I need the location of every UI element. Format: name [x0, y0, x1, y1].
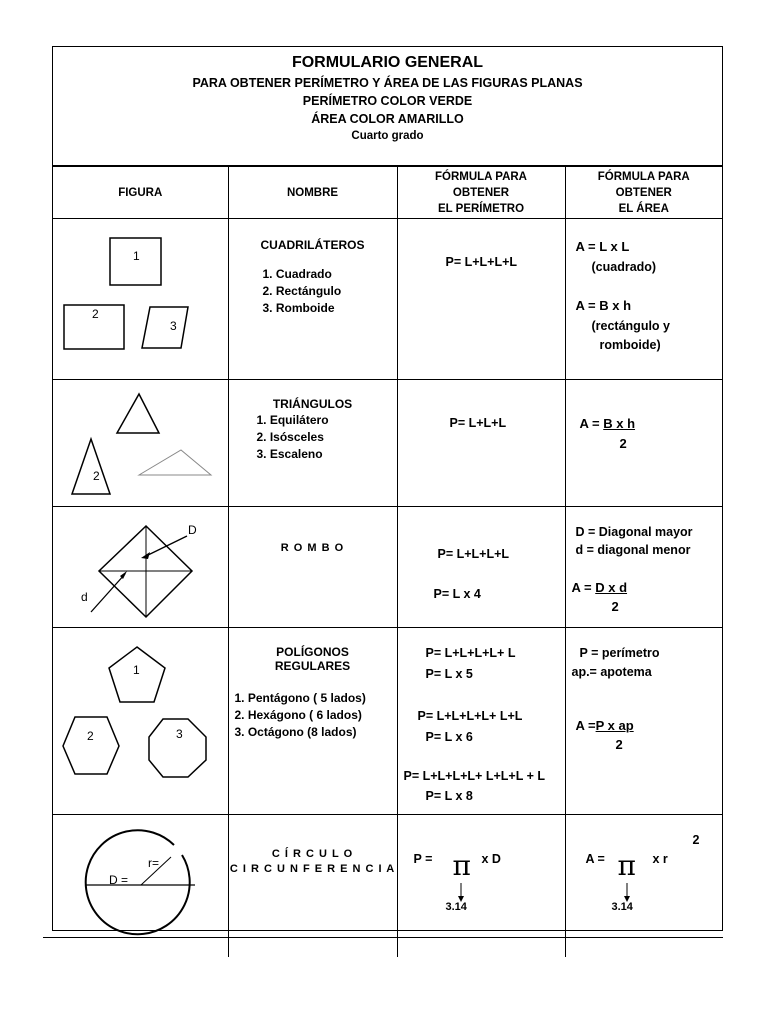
figure-poligonos: [53, 628, 228, 815]
figure-cuadrilateros: [53, 219, 228, 380]
svg-text:D: D: [188, 523, 197, 537]
formulary-sheet: [52, 46, 723, 931]
pi-symbol: π: [617, 849, 636, 882]
perimeter-poligonos: P= L+L+L+L+ L P= L x 5 P= L+L+L+L+ L+L P= L x 6 P= L+L+L+L+ L+L+L + L P= L x 8: [397, 628, 565, 815]
svg-text:d: d: [81, 590, 88, 604]
perimeter-triangulos: P= L+L+L: [397, 380, 565, 507]
perimeter-rombo: P= L+L+L+L P= L x 4: [397, 507, 565, 628]
header: [53, 47, 722, 166]
col-header-figura: FIGURA: [53, 167, 228, 219]
table-row: [53, 507, 722, 628]
figure-triangulos: [53, 380, 228, 507]
table-row: [53, 219, 722, 380]
polygons-figure: [53, 628, 227, 809]
col-header-area: FÓRMULA PARA OBTENER EL ÁREA: [565, 167, 722, 219]
down-arrow-icon: [622, 883, 632, 903]
figure-circulo: [53, 815, 228, 958]
svg-text:3: 3: [176, 727, 183, 741]
page-subtitle: PARA OBTENER PERÍMETRO Y ÁREA DE LAS FIGURAS PLANAS: [192, 76, 583, 90]
svg-text:D =: D =: [109, 873, 129, 887]
col-header-nombre: NOMBRE: [228, 167, 397, 219]
svg-text:2: 2: [92, 307, 99, 321]
table-row: [53, 815, 722, 958]
svg-text:r=: r=: [148, 856, 160, 870]
table-row: [53, 380, 722, 507]
name-circulo: C Í R C U L O C I R C U N F E R E N C I A: [228, 815, 397, 958]
down-arrow-icon: [456, 883, 466, 903]
grade-label: Cuarto grado: [351, 130, 424, 142]
bottom-rule: [43, 937, 723, 938]
name-cuadrilateros: CUADRILÁTEROS 1. Cuadrado 2. Rectángulo 3. Romboide: [228, 219, 397, 380]
figure-rombo: [53, 507, 228, 628]
area-rombo: D = Diagonal mayor d = diagonal menor A = D x d 2: [565, 507, 722, 628]
page-title: FORMULARIO GENERAL: [291, 54, 484, 71]
table-header-row: [53, 167, 722, 219]
svg-text:2: 2: [87, 729, 94, 743]
formula-table: [53, 166, 722, 957]
area-triangulos: A = B x h 2: [565, 380, 722, 507]
area-circulo: A = π x r 2 3.14: [565, 815, 722, 958]
rhombus-figure: [53, 507, 227, 622]
area-poligonos: P = perímetro ap.= apotema A =P x ap 2: [565, 628, 722, 815]
area-color-line: ÁREA COLOR AMARILLO: [311, 112, 464, 126]
svg-text:2: 2: [93, 469, 100, 483]
col-header-perimetro: FÓRMULA PARA OBTENER EL PERÍMETRO: [397, 167, 565, 219]
perimeter-cuadrilateros: P= L+L+L+L: [397, 219, 565, 380]
svg-text:1: 1: [133, 663, 140, 677]
name-poligonos: POLÍGONOS REGULARES 1. Pentágono ( 5 lados) 2. Hexágono ( 6 lados) 3. Octágono (8 lados): [228, 628, 397, 815]
svg-text:3: 3: [170, 319, 177, 333]
perimeter-circulo: P = π x D 3.14: [397, 815, 565, 958]
name-triangulos: TRIÁNGULOS 1. Equilátero 2. Isósceles 3. Escaleno: [228, 380, 397, 507]
name-rombo: R O M B O: [228, 507, 397, 628]
triangles-figure: [53, 380, 227, 501]
svg-text:1: 1: [133, 249, 140, 263]
circle-figure: [53, 815, 227, 952]
table-row: [53, 628, 722, 815]
pi-symbol: π: [452, 849, 471, 882]
perimeter-color-line: PERÍMETRO COLOR VERDE: [302, 94, 473, 108]
area-cuadrilateros: A = L x L (cuadrado) A = B x h (rectángulo y romboide): [565, 219, 722, 380]
quadrilaterals-figure: [53, 219, 227, 374]
